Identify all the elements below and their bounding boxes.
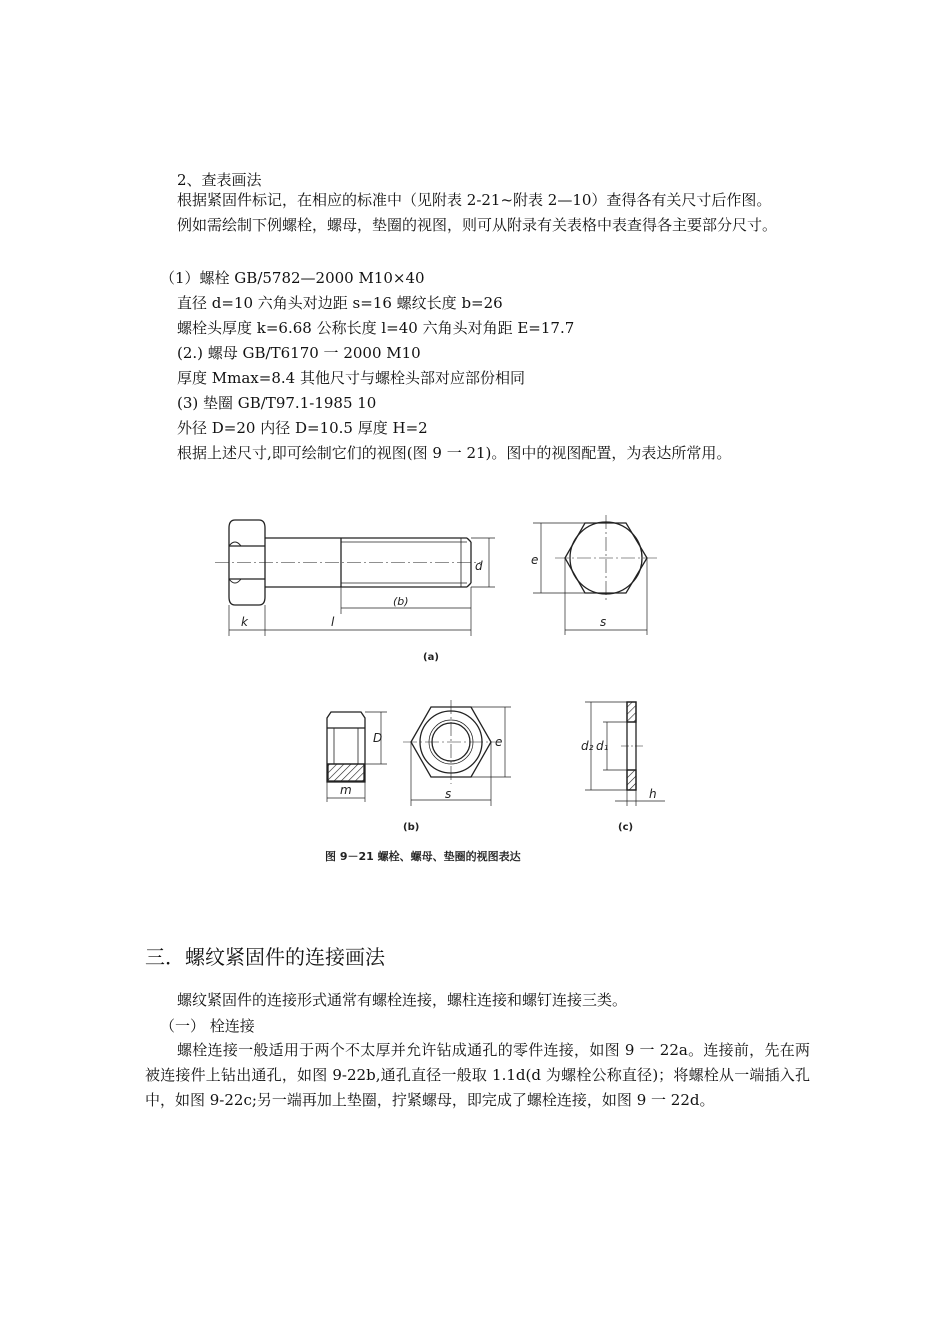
label-k: k [241, 615, 248, 629]
label-s: s [600, 615, 607, 629]
subfigure-a-label: (a) [423, 652, 439, 663]
paragraph-connection-types: 螺纹紧固件的连接形式通常有螺栓连接，螺柱连接和螺钉连接三类。 [177, 991, 628, 1009]
item-washer-spec: (3) 垫圈 GB/T97.1-1985 10 [177, 394, 377, 412]
label-d2: d₂ [581, 739, 594, 753]
figure-caption: 图 9－21 螺栓、螺母、垫圈的视图表达 [325, 850, 521, 863]
subfigure-b-label: (b) [403, 822, 420, 833]
label-m: m [340, 783, 352, 797]
subfigure-c-label: (c) [618, 822, 634, 833]
item-nut-dims: 厚度 Mmax=8.4 其他尺寸与螺栓头部对应部份相同 [177, 369, 525, 387]
label-e: e [531, 553, 539, 567]
item-bolt-dims-2: 螺栓头厚度 k=6.68 公称长度 l=40 六角头对角距 E=17.7 [177, 319, 575, 337]
item-bolt-dims-1: 直径 d=10 六角头对边距 s=16 螺纹长度 b=26 [177, 294, 503, 312]
bolt-front-view [215, 520, 495, 636]
section-heading: 三．螺纹紧固件的连接画法 [145, 945, 385, 969]
nut-side-view [327, 712, 387, 802]
label-D: D [373, 731, 383, 745]
label-d1: d₁ [596, 739, 609, 753]
label-d: d [475, 559, 483, 573]
label-b: (b) [393, 595, 409, 608]
figure-bolt-nut-washer [175, 480, 675, 875]
item-bolt-spec: （1）螺栓 GB/5782—2000 M10×40 [160, 269, 425, 287]
label-h: h [649, 787, 657, 801]
label-l: l [331, 615, 335, 629]
bolt-end-view [531, 515, 657, 635]
label-e-nut: e [495, 735, 503, 749]
paragraph-lookup-method: 根据紧固件标记，在相应的标准中（见附表 2-21~附表 2—10）查得各有关尺寸后作图。 [177, 191, 772, 209]
item-washer-dims: 外径 D=20 内径 D=10.5 厚度 H=2 [177, 419, 428, 437]
item-conclusion: 根据上述尺寸,即可绘制它们的视图(图 9 一 21)。图中的视图配置，为表达所常用。 [177, 444, 732, 462]
section-title: 2、查表画法 [177, 171, 262, 189]
paragraph-example: 例如需绘制下例螺栓，螺母，垫圈的视图，则可从附录有关表格中表查得各主要部分尺寸。 [177, 216, 778, 234]
label-s-nut: s [445, 787, 452, 801]
paragraph-bolt-connection: 螺栓连接一般适用于两个不太厚并允许钻成通孔的零件连接，如图 9 一 22a。连接前，先在两被连接件上钻出通孔，如图 9-22b,通孔直径一般取 1.1d(d 为螺栓公称直径)；将螺栓从一端插入孔中，如图 9-22c;另一端再加上垫圈，拧紧螺母，即完成了螺栓连接，如图 9 一 22d。 [145, 1041, 810, 1109]
subsection-title: （一） 栓连接 [160, 1017, 255, 1035]
item-nut-spec: (2.) 螺母 GB/T6170 一 2000 M10 [177, 344, 421, 362]
washer-section-view [581, 702, 665, 806]
nut-top-view [403, 700, 511, 806]
